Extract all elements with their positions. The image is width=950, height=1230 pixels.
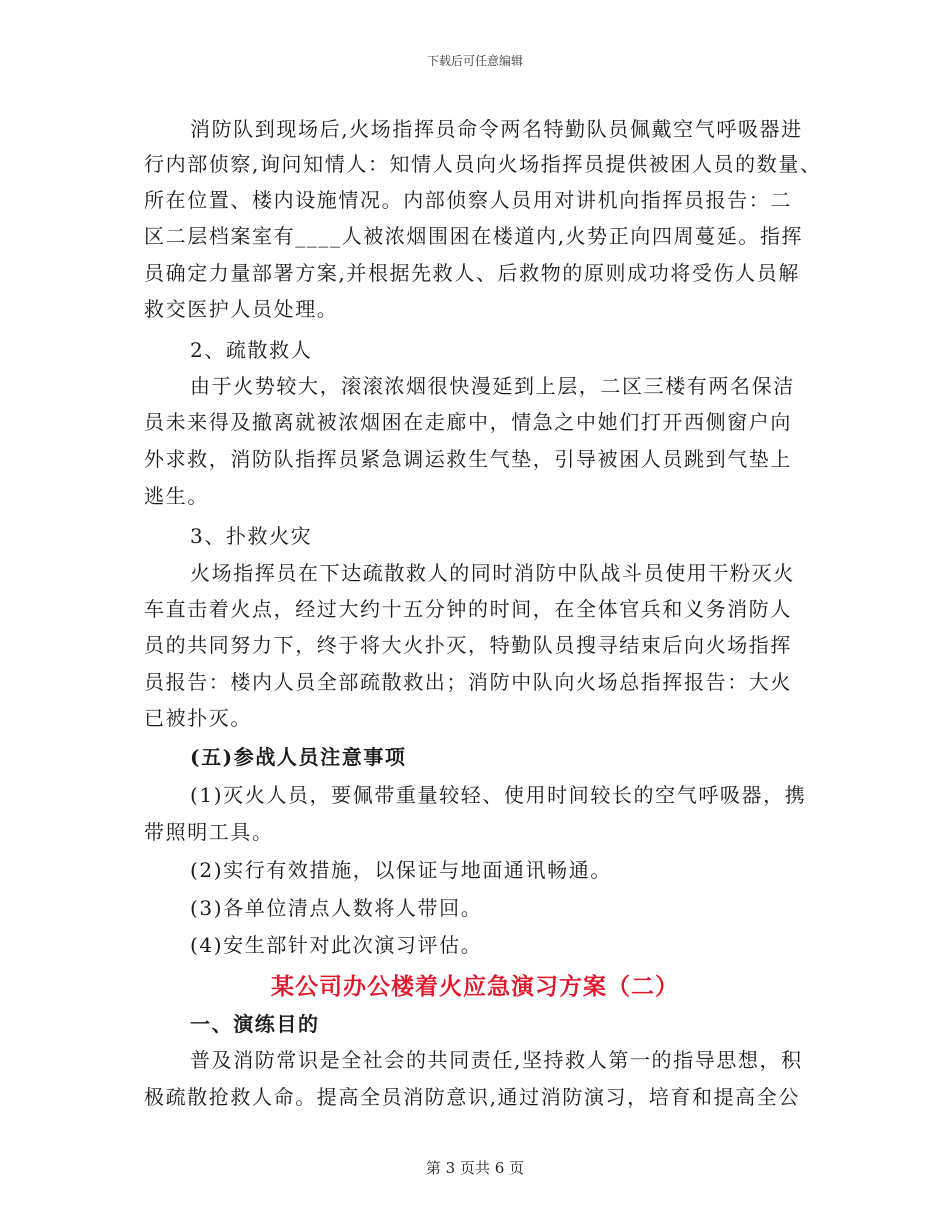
page-footer: 第 3 页共 6 页 xyxy=(425,1159,525,1177)
paragraph-line: 区二层档案室有____人被浓烟围困在楼道内,火势正向四周蔓延。指挥 xyxy=(144,224,804,248)
paragraph-line: 消防队到现场后,火场指挥员命令两名特勤队员佩戴空气呼吸器进 xyxy=(190,117,803,141)
list-item: (2)实行有效措施，以保证与地面通讯畅通。 xyxy=(190,858,612,882)
paragraph-line: 员报告：楼内人员全部疏散救出；消防中队向火场总指挥报告：大火 xyxy=(144,670,792,694)
paragraph-line: 行内部侦察,询问知情人：知情人员向火场指挥员提供被困人员的数量、 xyxy=(144,152,822,176)
paragraph-line: (1)灭火人员，要佩带重量较轻、使用时间较长的空气呼吸器，携 xyxy=(190,783,807,807)
paragraph-line: 车直击着火点，经过大约十五分钟的时间，在全体官兵和义务消防人 xyxy=(144,597,792,621)
paragraph-line: 由于火势较大，滚滚浓烟很快漫延到上层，二区三楼有两名保洁 xyxy=(190,374,795,398)
list-item: (4)安生部针对此次演习评估。 xyxy=(190,933,483,957)
section-heading: (五)参战人员注意事项 xyxy=(190,745,407,769)
paragraph-line: 已被扑灭。 xyxy=(144,706,252,730)
paragraph-line: 火场指挥员在下达疏散救人的同时消防中队战斗员使用干粉灭火 xyxy=(190,561,795,585)
document-title: 某公司办公楼着火应急演习方案（二） xyxy=(271,974,679,1000)
paragraph-line: 外求救，消防队指挥员紧急调运救生气垫，引导被困人员跳到气垫上 xyxy=(144,447,792,471)
section-heading: 2、疏散救人 xyxy=(190,338,313,362)
paragraph-line: 带照明工具。 xyxy=(144,820,274,844)
paragraph-line: 员的共同努力下，终于将大火扑灭，特勤队员搜寻结束后向火场指挥 xyxy=(144,633,792,657)
section-heading: 一、演练目的 xyxy=(190,1012,320,1036)
section-heading: 3、扑救火灾 xyxy=(190,524,313,548)
list-item: (3)各单位清点人数将人带回。 xyxy=(190,896,483,920)
paragraph-line: 普及消防常识是全社会的共同责任,坚持救人第一的指导思想，积 xyxy=(190,1048,803,1072)
paragraph-line: 极疏散抢救人命。提高全员消防意识,通过消防演习，培育和提高全公 xyxy=(144,1085,800,1109)
page-header: 下载后可任意编辑 xyxy=(426,54,523,68)
paragraph-line: 救交医护人员处理。 xyxy=(144,297,339,321)
paragraph-line: 逃生。 xyxy=(144,484,209,508)
paragraph-line: 所在位置、楼内设施情况。内部侦察人员用对讲机向指挥员报告：二 xyxy=(144,188,792,212)
paragraph-line: 员未来得及撤离就被浓烟困在走廊中，情急之中她们打开西侧窗户向 xyxy=(144,410,792,434)
paragraph-line: 员确定力量部署方案,并根据先救人、后救物的原则成功将受伤人员解 xyxy=(144,261,800,285)
